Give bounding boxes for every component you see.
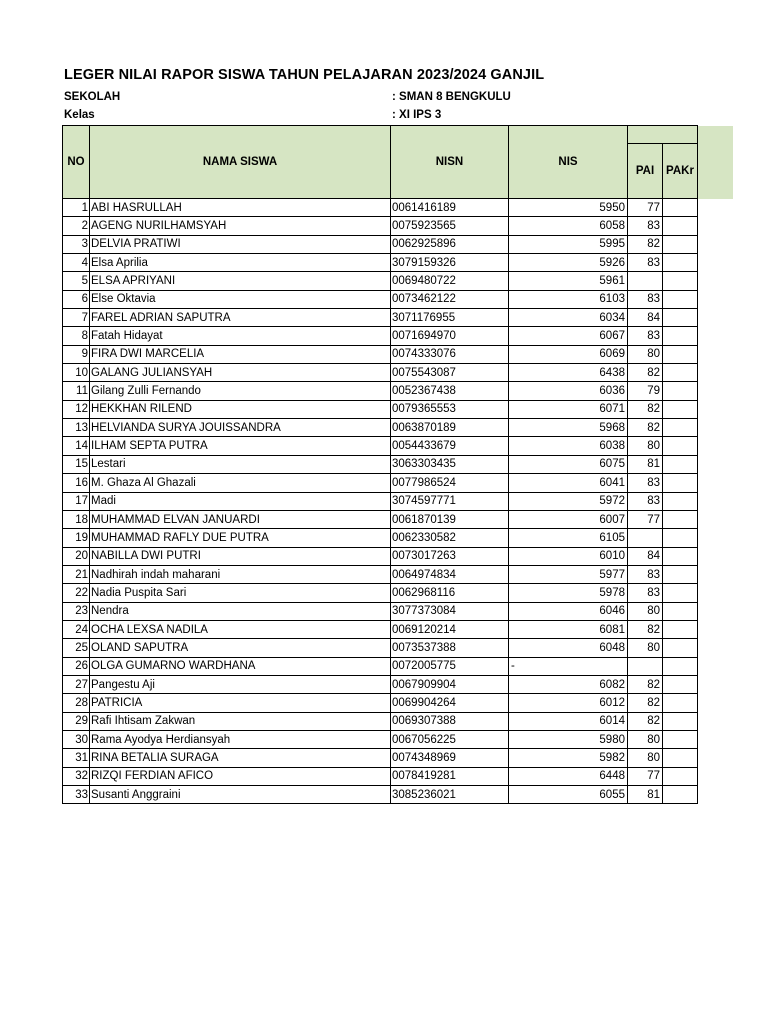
cell-pai: 83 — [628, 327, 663, 345]
cell-pakr — [663, 382, 698, 400]
table-row — [63, 602, 698, 620]
header-pai: PAI — [628, 144, 663, 199]
table-row — [63, 254, 698, 272]
school-label: SEKOLAH — [64, 91, 121, 103]
cell-nama: MUHAMMAD RAFLY DUE PUTRA — [90, 529, 391, 547]
table-row — [63, 345, 698, 363]
cell-nisn: 3063303435 — [391, 455, 509, 473]
cell-nama: RINA BETALIA SURAGA — [90, 749, 391, 767]
cell-pakr — [663, 327, 698, 345]
cell-pakr — [663, 510, 698, 528]
cell-nisn: 0061416189 — [391, 199, 509, 217]
cell-nisn: 0078419281 — [391, 767, 509, 785]
table-row — [63, 786, 698, 804]
cell-nisn: 0064974834 — [391, 565, 509, 583]
cell-pakr — [663, 620, 698, 638]
cell-no: 30 — [63, 730, 90, 748]
cell-pai: 82 — [628, 235, 663, 253]
cell-pakr — [663, 639, 698, 657]
header-nis: NIS — [509, 126, 628, 199]
cell-nis: 6082 — [509, 675, 628, 693]
cell-nama: Rama Ayodya Herdiansyah — [90, 730, 391, 748]
cell-pakr — [663, 254, 698, 272]
cell-nis: 6041 — [509, 474, 628, 492]
cell-nis: - — [509, 657, 628, 675]
cell-pakr — [663, 749, 698, 767]
cell-nisn: 0075543087 — [391, 364, 509, 382]
cell-nis: 6038 — [509, 437, 628, 455]
cell-pai: 83 — [628, 474, 663, 492]
table-row — [63, 767, 698, 785]
cell-no: 9 — [63, 345, 90, 363]
cell-nis: 5972 — [509, 492, 628, 510]
cell-pai: 81 — [628, 786, 663, 804]
table-row — [63, 510, 698, 528]
cell-no: 8 — [63, 327, 90, 345]
cell-pai: 84 — [628, 309, 663, 327]
cell-nis: 5978 — [509, 584, 628, 602]
cell-pai: 82 — [628, 620, 663, 638]
cell-pai: 83 — [628, 254, 663, 272]
cell-pai: 83 — [628, 217, 663, 235]
cell-pai: 77 — [628, 510, 663, 528]
cell-pai: 83 — [628, 290, 663, 308]
cell-no: 13 — [63, 419, 90, 437]
cell-nama: HELVIANDA SURYA JOUISSANDRA — [90, 419, 391, 437]
header-nisn: NISN — [391, 126, 509, 199]
cell-pai: 82 — [628, 712, 663, 730]
cell-nis: 6081 — [509, 620, 628, 638]
table-row — [63, 309, 698, 327]
table-row — [63, 217, 698, 235]
table-row — [63, 455, 698, 473]
header-subject-group — [628, 126, 698, 144]
cell-pai: 82 — [628, 694, 663, 712]
cell-nisn: 0069904264 — [391, 694, 509, 712]
cell-no: 24 — [63, 620, 90, 638]
table-row — [63, 382, 698, 400]
table-row — [63, 327, 698, 345]
cell-nama: Elsa Aprilia — [90, 254, 391, 272]
header-no: NO — [63, 126, 90, 199]
table-row — [63, 529, 698, 547]
cell-nisn: 0077986524 — [391, 474, 509, 492]
cell-pai: 80 — [628, 730, 663, 748]
cell-nama: ELSA APRIYANI — [90, 272, 391, 290]
cell-nis: 6007 — [509, 510, 628, 528]
grades-table — [62, 125, 698, 804]
cell-pakr — [663, 400, 698, 418]
cell-no: 14 — [63, 437, 90, 455]
cell-no: 5 — [63, 272, 90, 290]
cell-nisn: 0062330582 — [391, 529, 509, 547]
cell-no: 11 — [63, 382, 90, 400]
table-row — [63, 712, 698, 730]
cell-nisn: 0073462122 — [391, 290, 509, 308]
cell-nis: 6075 — [509, 455, 628, 473]
table-row — [63, 620, 698, 638]
cell-nama: FIRA DWI MARCELIA — [90, 345, 391, 363]
cell-pai: 77 — [628, 767, 663, 785]
cell-nisn: 0062968116 — [391, 584, 509, 602]
table-row — [63, 547, 698, 565]
cell-nisn: 3074597771 — [391, 492, 509, 510]
cell-nisn: 0052367438 — [391, 382, 509, 400]
cell-pakr — [663, 364, 698, 382]
cell-pakr — [663, 657, 698, 675]
table-row — [63, 199, 698, 217]
table-row — [63, 749, 698, 767]
table-row — [63, 492, 698, 510]
cell-nama: ABI HASRULLAH — [90, 199, 391, 217]
cell-nisn: 0075923565 — [391, 217, 509, 235]
cell-pai: 83 — [628, 492, 663, 510]
cell-no: 2 — [63, 217, 90, 235]
cell-nama: ILHAM SEPTA PUTRA — [90, 437, 391, 455]
cell-nama: Lestari — [90, 455, 391, 473]
cell-nisn: 0074333076 — [391, 345, 509, 363]
cell-nis: 6058 — [509, 217, 628, 235]
table-row — [63, 730, 698, 748]
cell-pai: 80 — [628, 602, 663, 620]
cell-nisn: 3071176955 — [391, 309, 509, 327]
cell-pakr — [663, 217, 698, 235]
class-value: : XI IPS 3 — [392, 109, 442, 121]
cell-no: 12 — [63, 400, 90, 418]
cell-no: 6 — [63, 290, 90, 308]
table-row — [63, 639, 698, 657]
school-value: : SMAN 8 BENGKULU — [392, 91, 511, 103]
cell-pai — [628, 272, 663, 290]
cell-no: 3 — [63, 235, 90, 253]
cell-no: 10 — [63, 364, 90, 382]
table-row — [63, 235, 698, 253]
cell-pai: 80 — [628, 345, 663, 363]
cell-nama: OLAND SAPUTRA — [90, 639, 391, 657]
cell-no: 15 — [63, 455, 90, 473]
cell-pai: 82 — [628, 419, 663, 437]
cell-nis: 6103 — [509, 290, 628, 308]
cell-no: 26 — [63, 657, 90, 675]
cell-nis: 6036 — [509, 382, 628, 400]
cell-pai: 83 — [628, 565, 663, 583]
header-nama-siswa: NAMA SISWA — [90, 126, 391, 199]
cell-pai: 82 — [628, 400, 663, 418]
header-pakr: PAKr — [663, 144, 698, 199]
cell-nama: GALANG JULIANSYAH — [90, 364, 391, 382]
cell-nis: 6448 — [509, 767, 628, 785]
cell-nama: FAREL ADRIAN SAPUTRA — [90, 309, 391, 327]
cell-pakr — [663, 584, 698, 602]
cell-nis: 6014 — [509, 712, 628, 730]
table-row — [63, 400, 698, 418]
table-row — [63, 290, 698, 308]
cell-nama: Rafi Ihtisam Zakwan — [90, 712, 391, 730]
cell-no: 29 — [63, 712, 90, 730]
cell-nama: Gilang Zulli Fernando — [90, 382, 391, 400]
cell-nis: 6046 — [509, 602, 628, 620]
table-row — [63, 272, 698, 290]
cell-no: 22 — [63, 584, 90, 602]
cell-no: 7 — [63, 309, 90, 327]
cell-nis: 5950 — [509, 199, 628, 217]
cell-nisn: 0069307388 — [391, 712, 509, 730]
cell-pakr — [663, 694, 698, 712]
cell-pakr — [663, 199, 698, 217]
cell-pai: 80 — [628, 749, 663, 767]
cell-no: 33 — [63, 786, 90, 804]
cell-pakr — [663, 492, 698, 510]
cell-nis: 5982 — [509, 749, 628, 767]
cell-nama: M. Ghaza Al Ghazali — [90, 474, 391, 492]
cell-pai: 82 — [628, 675, 663, 693]
cell-no: 18 — [63, 510, 90, 528]
table-row — [63, 474, 698, 492]
cell-pakr — [663, 547, 698, 565]
cell-nis: 6034 — [509, 309, 628, 327]
cell-no: 21 — [63, 565, 90, 583]
cell-pai — [628, 657, 663, 675]
cell-nama: Nadia Puspita Sari — [90, 584, 391, 602]
cell-pai: 80 — [628, 437, 663, 455]
cell-nisn: 0067909904 — [391, 675, 509, 693]
cell-nama: PATRICIA — [90, 694, 391, 712]
cell-nama: Nendra — [90, 602, 391, 620]
cell-nama: MUHAMMAD ELVAN JANUARDI — [90, 510, 391, 528]
cell-no: 1 — [63, 199, 90, 217]
cell-no: 32 — [63, 767, 90, 785]
cell-nisn: 3085236021 — [391, 786, 509, 804]
cell-no: 31 — [63, 749, 90, 767]
cell-nisn: 0079365553 — [391, 400, 509, 418]
cell-nama: AGENG NURILHAMSYAH — [90, 217, 391, 235]
cell-nis: 6055 — [509, 786, 628, 804]
cell-pai: 80 — [628, 639, 663, 657]
cell-pai: 79 — [628, 382, 663, 400]
table-row — [63, 437, 698, 455]
cell-nisn: 0074348969 — [391, 749, 509, 767]
cell-nisn: 0054433679 — [391, 437, 509, 455]
cell-nisn: 3077373084 — [391, 602, 509, 620]
cell-nis: 5995 — [509, 235, 628, 253]
cell-nis: 6071 — [509, 400, 628, 418]
table-row — [63, 584, 698, 602]
cell-nisn: 0067056225 — [391, 730, 509, 748]
cell-nama: RIZQI FERDIAN AFICO — [90, 767, 391, 785]
table-row — [63, 364, 698, 382]
cell-nisn: 0063870189 — [391, 419, 509, 437]
cell-nis: 6048 — [509, 639, 628, 657]
document-title: LEGER NILAI RAPOR SISWA TAHUN PELAJARAN 2023/2024 GANJIL — [64, 67, 545, 83]
cell-nis: 5968 — [509, 419, 628, 437]
cell-nama: Susanti Anggraini — [90, 786, 391, 804]
cell-pakr — [663, 565, 698, 583]
cell-nama: HEKKHAN RILEND — [90, 400, 391, 418]
cell-nisn: 0069480722 — [391, 272, 509, 290]
cell-nisn: 3079159326 — [391, 254, 509, 272]
cell-nama: DELVIA PRATIWI — [90, 235, 391, 253]
cell-pakr — [663, 712, 698, 730]
cell-pakr — [663, 455, 698, 473]
cell-nama: Fatah Hidayat — [90, 327, 391, 345]
cell-pakr — [663, 730, 698, 748]
cell-pakr — [663, 290, 698, 308]
cell-nama: Else Oktavia — [90, 290, 391, 308]
cell-nama: Nadhirah indah maharani — [90, 565, 391, 583]
table-row — [63, 657, 698, 675]
cell-no: 19 — [63, 529, 90, 547]
cell-nis: 6105 — [509, 529, 628, 547]
table-row — [63, 694, 698, 712]
cell-no: 16 — [63, 474, 90, 492]
cell-nama: NABILLA DWI PUTRI — [90, 547, 391, 565]
cell-nisn: 0069120214 — [391, 620, 509, 638]
cell-nama: OCHA LEXSA NADILA — [90, 620, 391, 638]
cell-pakr — [663, 272, 698, 290]
cell-nis: 5980 — [509, 730, 628, 748]
cell-pai: 81 — [628, 455, 663, 473]
cell-nama: OLGA GUMARNO WARDHANA — [90, 657, 391, 675]
cell-nis: 6067 — [509, 327, 628, 345]
class-label: Kelas — [64, 109, 95, 121]
cell-pai — [628, 529, 663, 547]
table-row — [63, 675, 698, 693]
cell-pakr — [663, 474, 698, 492]
cell-nisn: 0072005775 — [391, 657, 509, 675]
cell-pakr — [663, 235, 698, 253]
table-body — [63, 199, 698, 804]
cell-nama: Madi — [90, 492, 391, 510]
cell-pai: 83 — [628, 584, 663, 602]
cell-pai: 77 — [628, 199, 663, 217]
header-green-extension — [697, 126, 733, 199]
table-row — [63, 565, 698, 583]
cell-nisn: 0073017263 — [391, 547, 509, 565]
cell-nisn: 0071694970 — [391, 327, 509, 345]
cell-no: 17 — [63, 492, 90, 510]
table-row — [63, 419, 698, 437]
cell-nis: 5926 — [509, 254, 628, 272]
cell-nis: 5961 — [509, 272, 628, 290]
cell-no: 4 — [63, 254, 90, 272]
cell-pai: 82 — [628, 364, 663, 382]
cell-no: 28 — [63, 694, 90, 712]
cell-pai: 84 — [628, 547, 663, 565]
cell-no: 23 — [63, 602, 90, 620]
cell-pakr — [663, 309, 698, 327]
cell-nisn: 0073537388 — [391, 639, 509, 657]
cell-nis: 6012 — [509, 694, 628, 712]
cell-pakr — [663, 345, 698, 363]
cell-nis: 6010 — [509, 547, 628, 565]
cell-pakr — [663, 437, 698, 455]
cell-nisn: 0061870139 — [391, 510, 509, 528]
cell-nisn: 0062925896 — [391, 235, 509, 253]
cell-pakr — [663, 786, 698, 804]
cell-pakr — [663, 602, 698, 620]
cell-nis: 6438 — [509, 364, 628, 382]
cell-pakr — [663, 767, 698, 785]
cell-no: 27 — [63, 675, 90, 693]
cell-no: 20 — [63, 547, 90, 565]
cell-pakr — [663, 675, 698, 693]
cell-nis: 5977 — [509, 565, 628, 583]
cell-no: 25 — [63, 639, 90, 657]
cell-pakr — [663, 419, 698, 437]
cell-pakr — [663, 529, 698, 547]
cell-nama: Pangestu Aji — [90, 675, 391, 693]
cell-nis: 6069 — [509, 345, 628, 363]
